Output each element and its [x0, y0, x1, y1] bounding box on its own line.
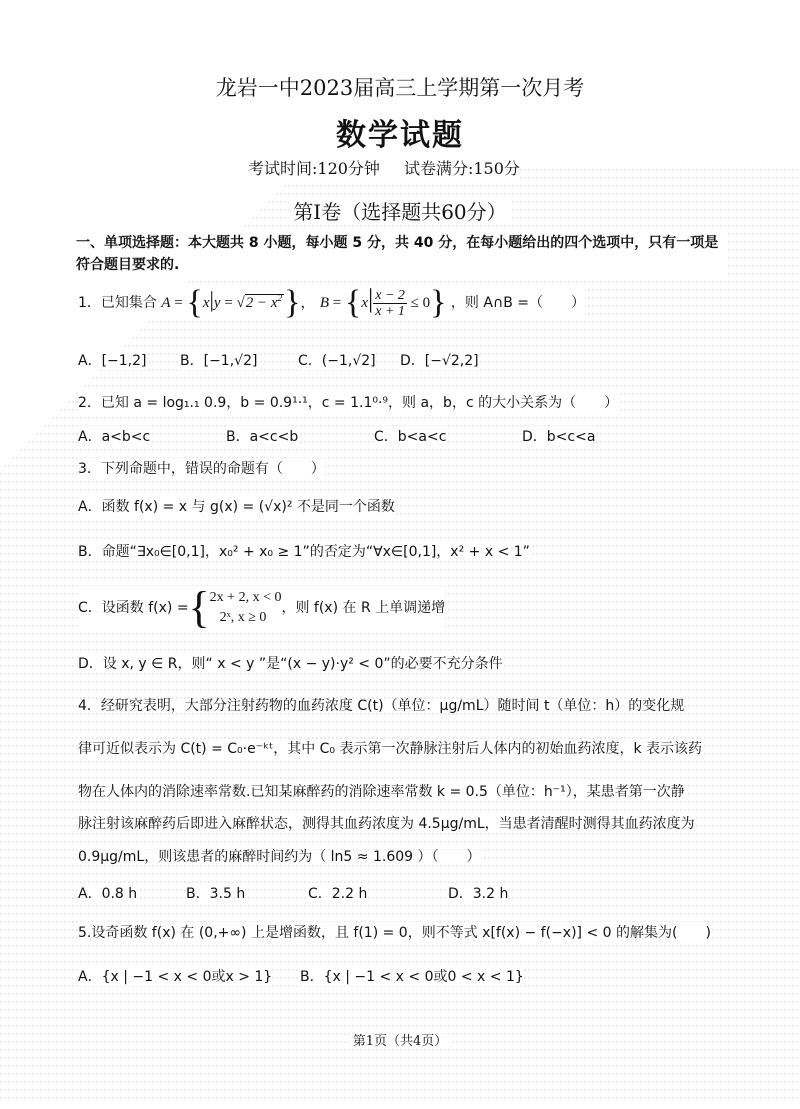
q3-option-a: A．函数 f(x) = x 与 g(x) = (√x)² 不是同一个函数: [78, 496, 395, 516]
question-1-stem: 1．已知集合 $A = \{x|y = √2 - x^2\}$， B = {x| $\frac{x - 2}{x + 1}$ ≤ 0} ，则 A∩B =（ ）: [78, 284, 585, 321]
q3-case-2: 2ˣ, x ≥ 0: [219, 610, 267, 625]
subject-title: 数学试题: [0, 110, 800, 154]
q3-option-c-tail: ，则 f(x) 在 R 上单调递增: [281, 600, 446, 616]
q1-prefix: 1．已知集合: [78, 295, 157, 311]
q3-piecewise: [210, 588, 282, 628]
question-3-stem: 3．下列命题中，错误的命题有（ ）: [78, 458, 325, 478]
page-number: 第1页（共4页）: [349, 1034, 452, 1049]
q4-line-4: 脉注射该麻醉药后即进入麻醉状态，测得其血药浓度为 4.5μg/mL，当患者清醒时测得其血药浓度为: [78, 816, 695, 832]
q1-set-a: $A = \{x|y = √2 - x^2\}$: [161, 284, 301, 321]
q1-stem-tail: ，则 A∩B =（ ）: [450, 295, 585, 311]
question-2-stem: 2．已知 a = log₁.₁ 0.9，b = 0.9¹·¹，c = 1.1⁰·⁹，则 a，b，c 的大小关系为（ ）: [78, 392, 618, 412]
full-score: 试卷满分:150分: [403, 159, 520, 178]
q1-option-c: C．(−1,√2]: [298, 350, 376, 370]
page-footer: [0, 1030, 800, 1049]
q4-line-1: 4．经研究表明，大部分注射药物的血药浓度 C(t)（单位：μg/mL）随时间 t（单位：h）的变化规: [78, 698, 685, 714]
section-title: 第Ⅰ卷（选择题共60分）: [0, 196, 800, 225]
q1-option-a: A．[−1,2]: [78, 350, 147, 370]
q2-option-b: B．a<c<b: [226, 426, 298, 446]
q2-option-c: C．b<a<c: [374, 426, 446, 446]
q4-option-c: C．2.2 h: [308, 883, 367, 903]
q4-option-b: B．3.5 h: [186, 883, 245, 903]
q5-option-b: B．{x | −1 < x < 0或0 < x < 1}: [300, 966, 524, 986]
q4-line-3: 物在人体内的消除速率常数.已知某麻醉药的消除速率常数 k = 0.5（单位：h⁻¹），某患者第一次静: [78, 784, 685, 800]
q2-option-d: D．b<c<a: [522, 426, 595, 446]
q4-option-a: A．0.8 h: [78, 883, 137, 903]
q1-set-b: B = {x| $\frac{x - 2}{x + 1}$ ≤ 0}: [319, 284, 447, 321]
q5-option-a: A．{x | −1 < x < 0或x > 1}: [78, 966, 272, 986]
q4-option-d: D．3.2 h: [448, 883, 508, 903]
q3-option-c-prefix: C．设函数 f(x) =: [78, 600, 189, 616]
q3-option-b: B．命题“∃x₀∈[0,1]，x₀² + x₀ ≥ 1”的否定为“∀x∈[0,1]，x² + x < 1”: [78, 541, 530, 561]
q4-line-5: 0.9μg/mL，则该患者的麻醉时间约为（ ln5 ≈ 1.609 ）（ ）: [78, 849, 481, 865]
q2-option-a: A．a<b<c: [78, 426, 150, 446]
exam-info: [248, 156, 520, 179]
q3-option-d: D．设 x, y ∈ R，则“ x < y ”是“(x − y)·y² < 0”的必要不充分条件: [78, 653, 503, 673]
q1-option-b: B．[−1,√2]: [180, 350, 257, 370]
instructions: 一、单项选择题：本大题共 8 小题，每小题 5 分，共 40 分，在每小题给出的四个选项中，只有一项是符合题目要求的.: [76, 232, 726, 276]
exam-time: 考试时间:120分钟: [248, 159, 380, 178]
q3-option-c: C．设函数 f(x) ={ 2x + 2, x < 0 2ˣ, x ≥ 0 ，则 f(x) 在 R 上单调递增: [78, 583, 446, 632]
question-5-stem: 5.设奇函数 f(x) 在 (0,+∞) 上是增函数，且 f(1) = 0，则不等式 x[f(x) − f(−x)] < 0 的解集为( ): [78, 922, 711, 942]
q3-case-1: 2x + 2, x < 0: [209, 590, 282, 605]
school-title: 龙岩一中2023届高三上学期第一次月考: [0, 72, 800, 102]
q4-line-2: 律可近似表示为 C(t) = C₀·e⁻ᵏᵗ，其中 C₀ 表示第一次静脉注射后人体内的初始血药浓度，k 表示该药: [78, 741, 703, 757]
q1-option-d: D．[−√2,2]: [400, 350, 479, 370]
